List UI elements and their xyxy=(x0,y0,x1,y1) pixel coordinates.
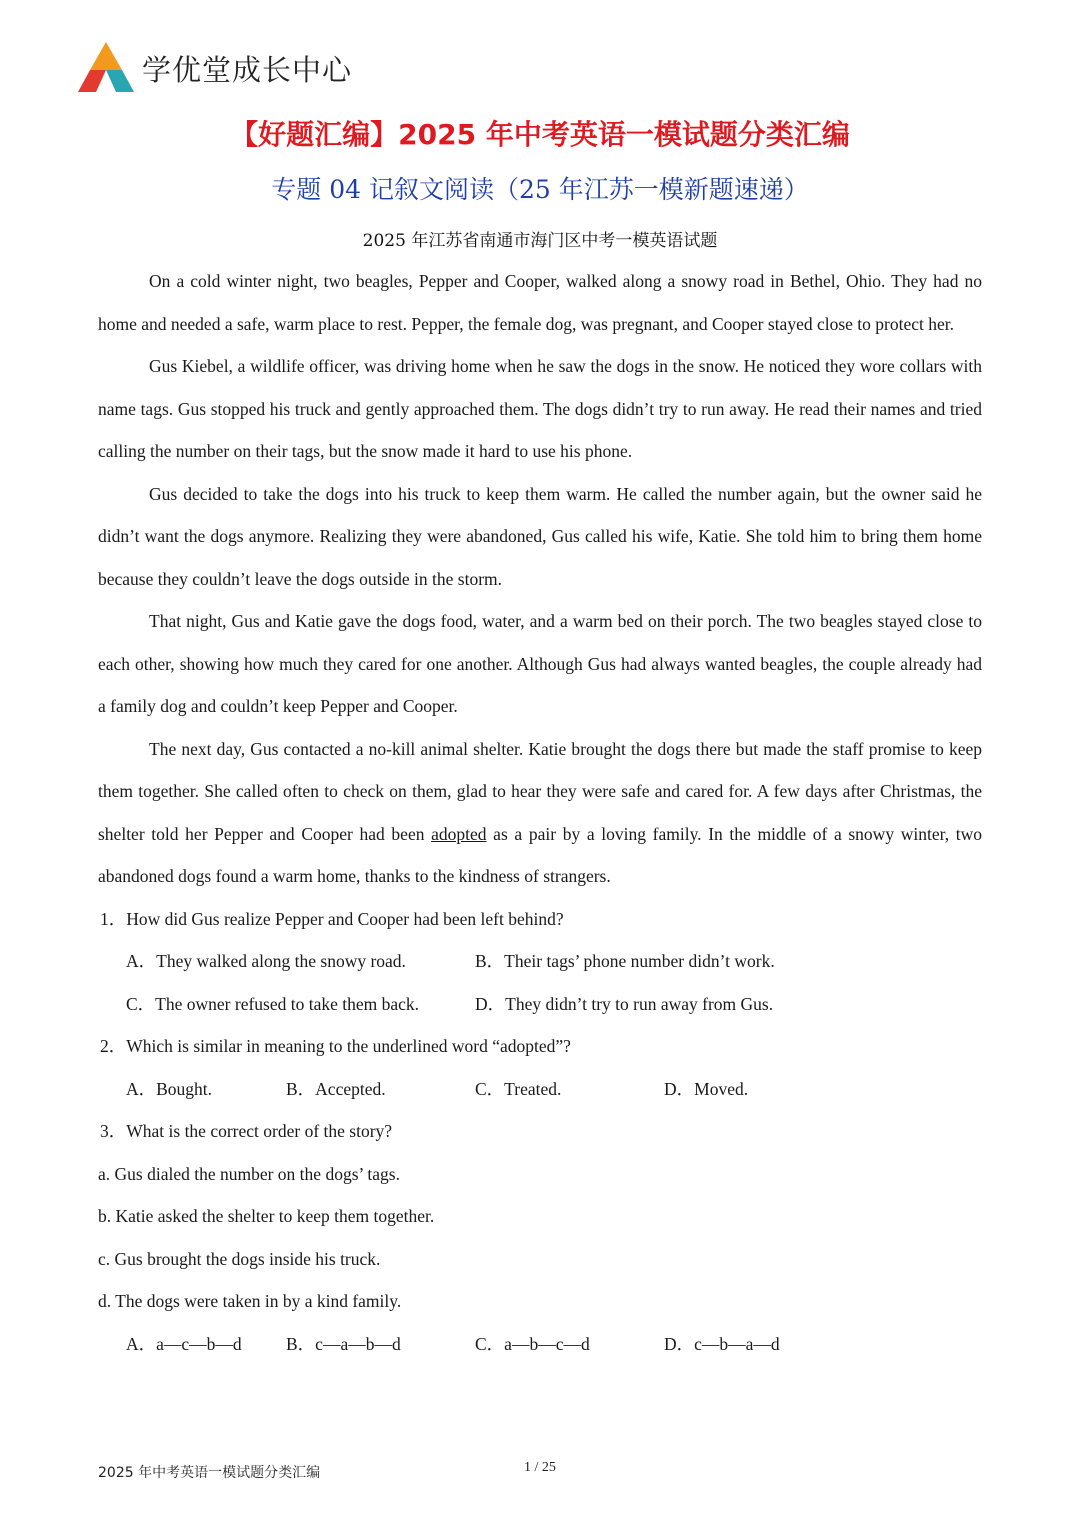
answer-option[interactable]: A．Bought. xyxy=(126,1078,213,1099)
answer-options xyxy=(98,1068,982,1111)
paragraph: On a cold winter night, two beagles, Pepper and Cooper, walked along a snowy road in Bethel, Ohio. They had no home and needed a safe, warm place to rest. Pepper, the female dog, was pregnant, and Cooper stayed close to protect her. xyxy=(98,271,982,334)
exam-title: 2025 年江苏省南通市海门区中考一模英语试题 xyxy=(362,231,718,251)
question-stem: 2．Which is similar in meaning to the underlined word “adopted”? xyxy=(100,1036,571,1056)
question-stem: 1．How did Gus realize Pepper and Cooper had been left behind? xyxy=(100,908,564,929)
question-stem: 3．What is the correct order of the story? xyxy=(100,1121,393,1141)
paragraph-text: as a pair by a loving family. In the middle of a snowy winter, two abandoned dogs found a warm home, thanks to the kindness of strangers. xyxy=(98,823,983,886)
answer-option[interactable]: C．a—b—c—d xyxy=(475,1333,590,1354)
paragraph: That night, Gus and Katie gave the dogs food, water, and a warm bed on their porch. The two beagles stayed close to each other, showing how much they cared for one another. Although Gus had always wanted beagles, the couple already had a family dog and couldn’t keep Pepper and Cooper. xyxy=(98,611,982,716)
paragraph: Gus Kiebel, a wildlife officer, was driving home when he saw the dogs in the snow. He noticed they wore collars with name tags. Gus stopped his truck and gently approached them. The dogs didn’t try to run away. He read their names and tried calling the number on their tags, but the snow made it hard to use his phone. xyxy=(98,356,982,461)
paragraph: Gus decided to take the dogs into his truck to keep them warm. He called the number again, but the owner said he didn’t want the dogs anymore. Realizing they were abandoned, Gus called his wife, Katie. She told him to bring them home because they couldn’t leave the dogs outside in the storm. xyxy=(98,483,982,589)
answer-option[interactable]: D．Moved. xyxy=(664,1078,749,1099)
answer-option[interactable]: B．Accepted. xyxy=(286,1078,386,1099)
brand-name: 学优堂成长中心 xyxy=(142,52,353,87)
answer-option[interactable]: D．c—b—a—d xyxy=(664,1333,780,1354)
footer-title: 2025 年中考英语一模试题分类汇编 xyxy=(98,1465,321,1481)
answer-option[interactable]: C．Treated. xyxy=(475,1078,562,1099)
answer-option[interactable]: A．They walked along the snowy road. xyxy=(126,951,406,971)
triangle-logo-icon xyxy=(76,40,136,96)
document-title: 【好题汇编】2025 年中考英语一模试题分类汇编 xyxy=(230,118,850,151)
underlined-word: adopted xyxy=(431,823,487,844)
story-event: b. Katie asked the shelter to keep them together. xyxy=(98,1206,435,1226)
paragraph-text: The next day, Gus contacted a no-kill animal shelter. Katie brought the dogs there but made the staff promise to keep them together. She called often to check on them, glad to hear they were safe and cared for. A few days after Christmas, the shelter told her Pepper and Cooper had been xyxy=(98,738,982,844)
answer-option[interactable]: C．The owner refused to take them back. xyxy=(126,993,420,1014)
paragraph xyxy=(98,728,982,898)
answer-options xyxy=(98,983,982,1026)
document-subtitle: 专题 04 记叙文阅读（25 年江苏一模新题速递） xyxy=(271,175,809,204)
answer-option[interactable]: B．Their tags’ phone number didn’t work. xyxy=(475,951,775,971)
answer-options xyxy=(98,1323,982,1366)
story-event: d. The dogs were taken in by a kind family. xyxy=(98,1291,402,1311)
answer-option[interactable]: D．They didn’t try to run away from Gus. xyxy=(475,993,774,1014)
answer-option[interactable]: A．a—c—b—d xyxy=(126,1333,242,1354)
story-event: c. Gus brought the dogs inside his truck. xyxy=(98,1248,381,1269)
page-header xyxy=(76,40,352,96)
page-number: 1 / 25 xyxy=(524,1460,556,1475)
answer-options xyxy=(98,940,982,983)
story-event: a. Gus dialed the number on the dogs’ tags. xyxy=(98,1163,400,1184)
reading-passage xyxy=(98,260,982,1365)
answer-option[interactable]: B．c—a—b—d xyxy=(286,1333,401,1354)
